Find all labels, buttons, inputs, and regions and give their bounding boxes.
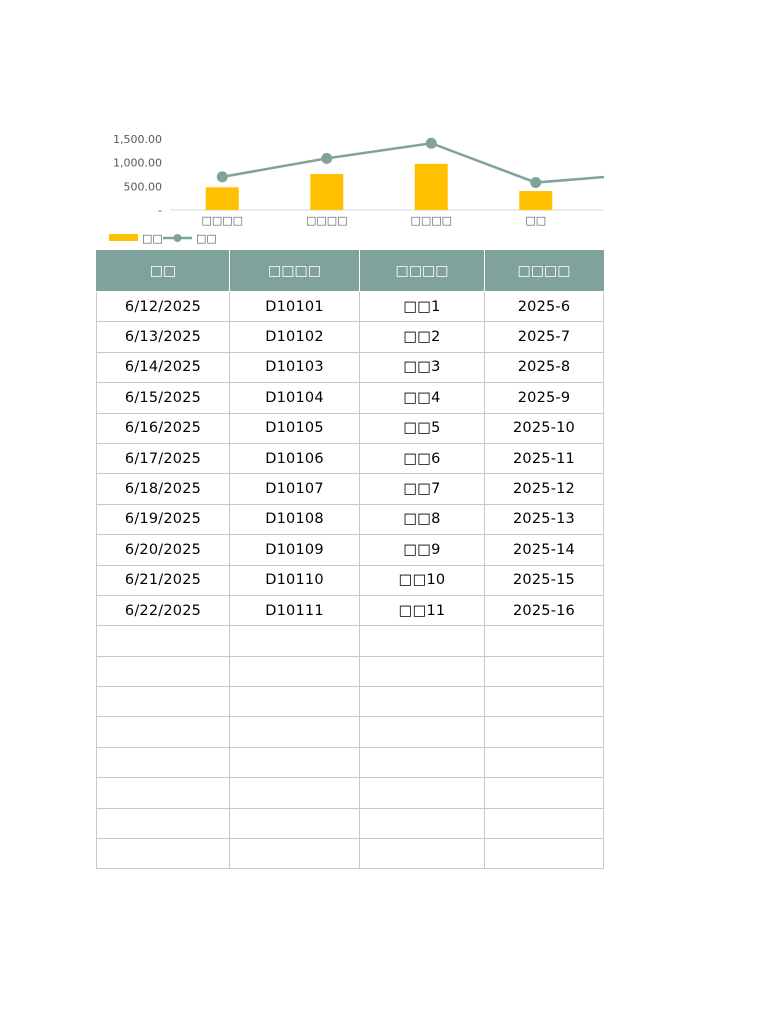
table-cell[interactable] [485, 808, 604, 838]
line-marker [426, 138, 437, 149]
x-tick-label: □□□□ [201, 214, 244, 227]
table-cell[interactable]: □□3 [360, 352, 485, 382]
table-cell[interactable]: 2025-16 [485, 595, 604, 625]
table-cell[interactable]: D10105 [230, 413, 360, 443]
table-cell[interactable]: □□7 [360, 474, 485, 504]
table-cell[interactable]: □□6 [360, 443, 485, 473]
table-cell[interactable]: 6/13/2025 [97, 322, 230, 352]
table-cell[interactable]: D10106 [230, 443, 360, 473]
table-cell[interactable]: 2025-9 [485, 383, 604, 413]
table-row [97, 474, 604, 504]
table-cell[interactable] [485, 839, 604, 869]
table-cell[interactable] [230, 687, 360, 717]
line-marker [321, 153, 332, 164]
combo-chart [96, 128, 604, 250]
table-row [97, 504, 604, 534]
table-cell[interactable] [97, 778, 230, 808]
table-row [97, 747, 604, 777]
table-cell[interactable]: D10111 [230, 595, 360, 625]
table-cell[interactable]: 6/16/2025 [97, 413, 230, 443]
table-cell[interactable]: □□5 [360, 413, 485, 443]
table-cell[interactable]: D10110 [230, 565, 360, 595]
bar [206, 187, 239, 210]
y-tick-label: 500.00 [123, 180, 162, 194]
table-row [97, 535, 604, 565]
data-table-container [96, 250, 604, 869]
table-cell[interactable] [230, 747, 360, 777]
column-header-period[interactable]: □□□□ [485, 250, 604, 292]
table-cell[interactable] [230, 717, 360, 747]
table-cell[interactable] [360, 687, 485, 717]
data-table [96, 250, 604, 869]
y-tick-label: - [158, 204, 162, 217]
table-cell[interactable]: □□2 [360, 322, 485, 352]
table-cell[interactable]: 6/12/2025 [97, 292, 230, 322]
column-header-order-id[interactable]: □□□□ [230, 250, 360, 292]
legend-swatch-bar [109, 234, 138, 241]
table-row [97, 595, 604, 625]
table-cell[interactable]: 6/22/2025 [97, 595, 230, 625]
table-row [97, 443, 604, 473]
table-cell[interactable]: □□9 [360, 535, 485, 565]
x-tick-label: □□ [525, 214, 547, 227]
line-marker [530, 177, 541, 188]
table-row [97, 383, 604, 413]
table-cell[interactable] [97, 687, 230, 717]
table-body [97, 292, 604, 869]
table-cell[interactable] [230, 626, 360, 656]
table-row [97, 778, 604, 808]
table-cell[interactable] [360, 839, 485, 869]
table-cell[interactable] [485, 778, 604, 808]
legend-label-bar: □□ [142, 232, 163, 245]
table-cell[interactable]: □□8 [360, 504, 485, 534]
table-cell[interactable]: 6/17/2025 [97, 443, 230, 473]
table-cell[interactable] [230, 778, 360, 808]
bar [415, 164, 448, 210]
column-header-date[interactable]: □□ [97, 250, 230, 292]
table-cell[interactable]: 6/20/2025 [97, 535, 230, 565]
table-cell[interactable] [485, 687, 604, 717]
x-tick-label: □□□□ [305, 214, 348, 227]
table-cell[interactable]: D10109 [230, 535, 360, 565]
table-cell[interactable]: 2025-7 [485, 322, 604, 352]
table-cell[interactable] [230, 656, 360, 686]
chart-svg [96, 128, 604, 250]
table-cell[interactable] [360, 808, 485, 838]
table-row [97, 808, 604, 838]
table-row [97, 352, 604, 382]
table-cell[interactable]: 2025-6 [485, 292, 604, 322]
table-row [97, 839, 604, 869]
table-cell[interactable] [230, 808, 360, 838]
table-cell[interactable]: D10108 [230, 504, 360, 534]
legend-marker [174, 234, 182, 242]
table-cell[interactable]: 6/15/2025 [97, 383, 230, 413]
table-header-row [97, 250, 604, 292]
table-cell[interactable]: 6/19/2025 [97, 504, 230, 534]
table-row [97, 413, 604, 443]
table-cell[interactable] [360, 778, 485, 808]
table-cell[interactable]: D10103 [230, 352, 360, 382]
table-row [97, 656, 604, 686]
table-row [97, 322, 604, 352]
table-cell[interactable] [97, 717, 230, 747]
table-cell[interactable]: D10107 [230, 474, 360, 504]
table-cell[interactable] [97, 656, 230, 686]
table-cell[interactable]: D10104 [230, 383, 360, 413]
table-cell[interactable]: 2025-13 [485, 504, 604, 534]
table-row [97, 626, 604, 656]
table-cell[interactable]: □□4 [360, 383, 485, 413]
legend-label-line: □□ [196, 232, 217, 245]
bar [519, 191, 552, 210]
line-marker [217, 171, 228, 182]
table-cell[interactable]: □□1 [360, 292, 485, 322]
table-cell[interactable]: □□10 [360, 565, 485, 595]
table-cell[interactable] [97, 808, 230, 838]
table-cell[interactable]: 2025-14 [485, 535, 604, 565]
table-cell[interactable]: 6/21/2025 [97, 565, 230, 595]
table-cell[interactable] [360, 656, 485, 686]
table-cell[interactable] [97, 626, 230, 656]
table-cell[interactable]: 6/14/2025 [97, 352, 230, 382]
table-row [97, 292, 604, 322]
table-cell[interactable] [360, 747, 485, 777]
table-cell[interactable]: 2025-15 [485, 565, 604, 595]
table-cell[interactable]: D10101 [230, 292, 360, 322]
table-cell[interactable] [485, 717, 604, 747]
table-cell[interactable] [485, 747, 604, 777]
line-series [222, 143, 604, 182]
table-cell[interactable]: D10102 [230, 322, 360, 352]
column-header-item-name[interactable]: □□□□ [360, 250, 485, 292]
table-cell[interactable] [230, 839, 360, 869]
y-tick-label: 1,000.00 [113, 156, 162, 170]
table-row [97, 687, 604, 717]
table-cell[interactable]: 6/18/2025 [97, 474, 230, 504]
table-cell[interactable] [360, 626, 485, 656]
table-cell[interactable] [97, 747, 230, 777]
table-row [97, 565, 604, 595]
x-tick-label: □□□□ [410, 214, 453, 227]
table-cell[interactable] [97, 839, 230, 869]
table-cell[interactable]: 2025-10 [485, 413, 604, 443]
table-cell[interactable]: □□11 [360, 595, 485, 625]
table-row [97, 717, 604, 747]
table-cell[interactable] [485, 626, 604, 656]
table-cell[interactable]: 2025-11 [485, 443, 604, 473]
table-cell[interactable] [360, 717, 485, 747]
y-tick-label: 1,500.00 [113, 133, 162, 146]
table-cell[interactable]: 2025-8 [485, 352, 604, 382]
bar [310, 174, 343, 210]
table-cell[interactable]: 2025-12 [485, 474, 604, 504]
table-cell[interactable] [485, 656, 604, 686]
